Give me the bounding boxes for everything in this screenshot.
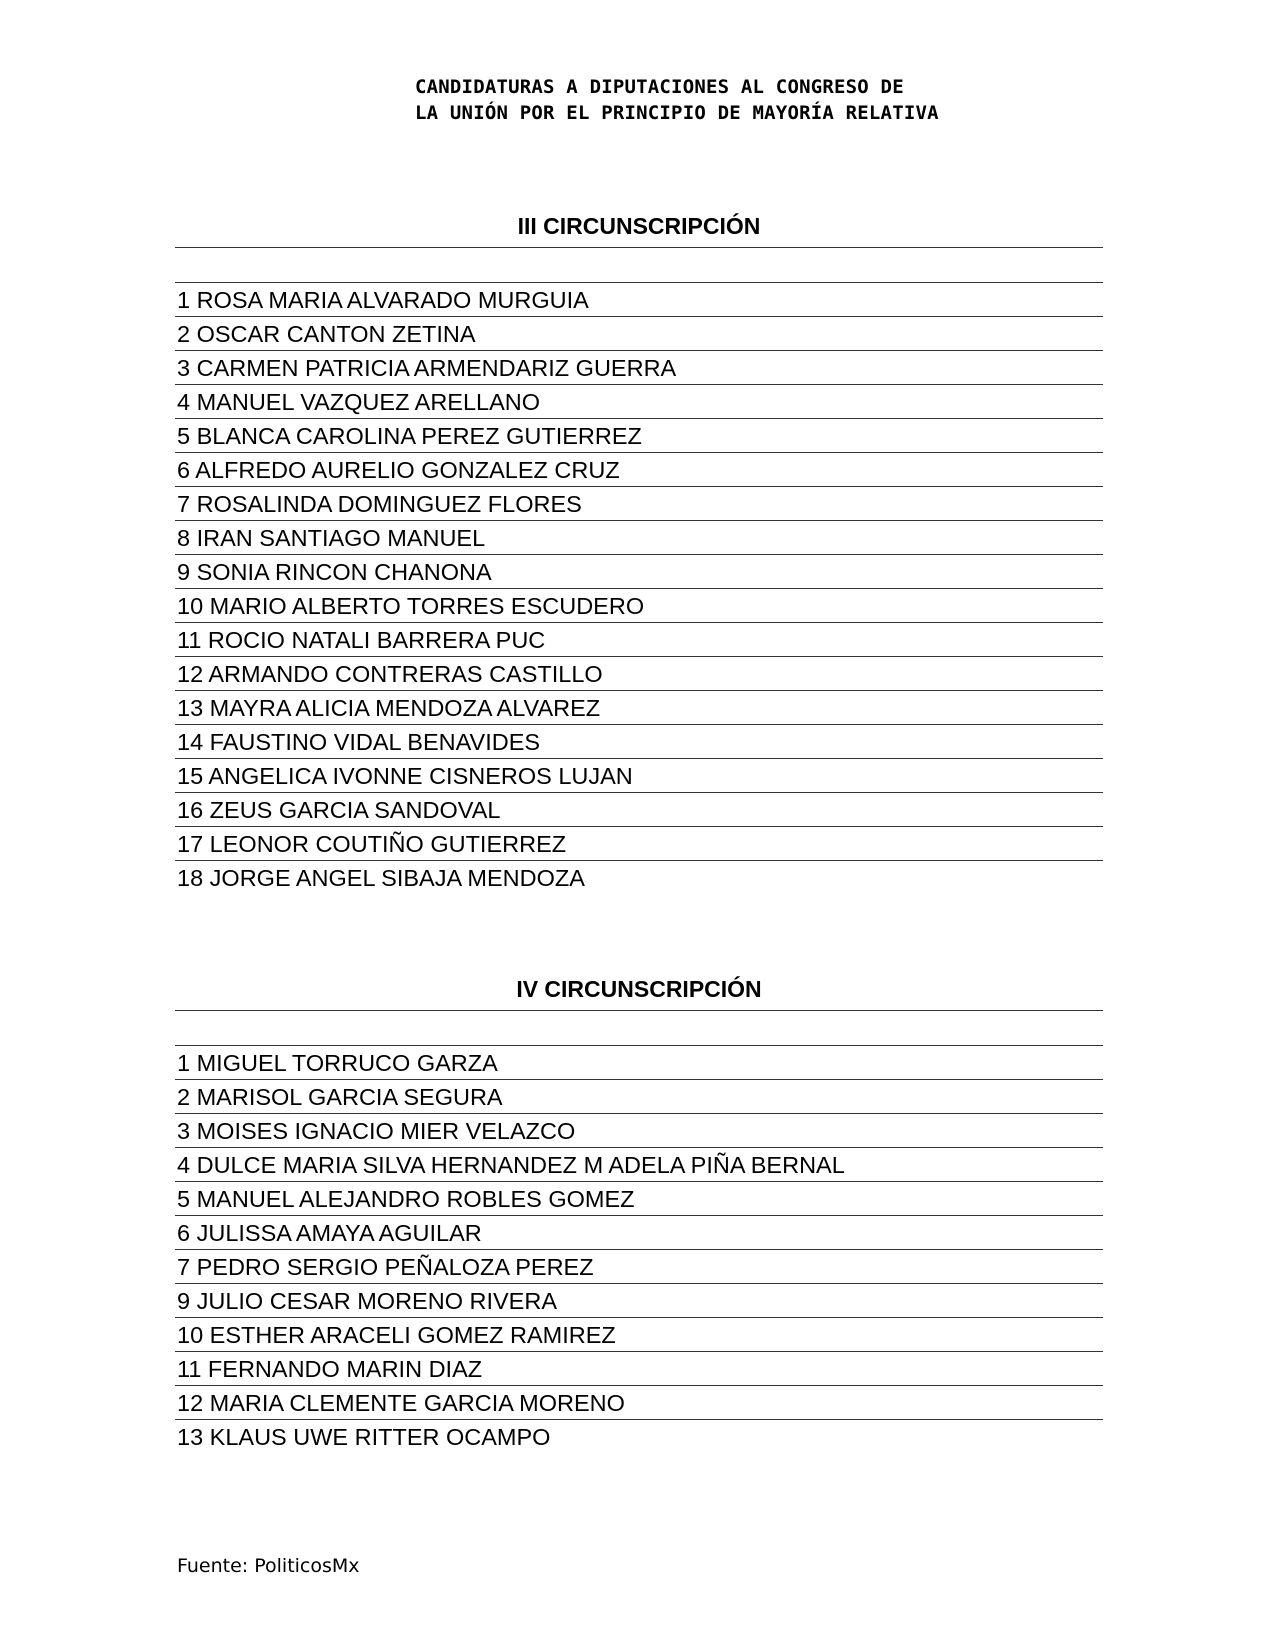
list-item: 15 ANGELICA IVONNE CISNEROS LUJAN: [175, 759, 1103, 793]
list-item: 1 ROSA MARIA ALVARADO MURGUIA: [175, 283, 1103, 317]
list-item: 9 JULIO CESAR MORENO RIVERA: [175, 1284, 1103, 1318]
document-title: [415, 74, 939, 126]
candidate-list: [175, 1046, 1103, 1453]
list-item: 4 MANUEL VAZQUEZ ARELLANO: [175, 385, 1103, 419]
list-item: 11 FERNANDO MARIN DIAZ: [175, 1352, 1103, 1386]
document-title-line-1: CANDIDATURAS A DIPUTACIONES AL CONGRESO DE: [415, 76, 904, 98]
list-item: 14 FAUSTINO VIDAL BENAVIDES: [175, 725, 1103, 759]
list-item: 3 MOISES IGNACIO MIER VELAZCO: [175, 1114, 1103, 1148]
list-item: 7 PEDRO SERGIO PEÑALOZA PEREZ: [175, 1250, 1103, 1284]
table-header-row: [175, 1011, 1103, 1046]
list-item: 2 MARISOL GARCIA SEGURA: [175, 1080, 1103, 1114]
section-heading: IV CIRCUNSCRIPCIÓN: [175, 968, 1103, 1011]
table-header-row: [175, 248, 1103, 283]
list-item: 4 DULCE MARIA SILVA HERNANDEZ M ADELA PIÑA BERNAL: [175, 1148, 1103, 1182]
list-item: 9 SONIA RINCON CHANONA: [175, 555, 1103, 589]
list-item: 6 ALFREDO AURELIO GONZALEZ CRUZ: [175, 453, 1103, 487]
list-item: 12 ARMANDO CONTRERAS CASTILLO: [175, 657, 1103, 691]
list-item: 12 MARIA CLEMENTE GARCIA MORENO: [175, 1386, 1103, 1420]
list-item: 10 MARIO ALBERTO TORRES ESCUDERO: [175, 589, 1103, 623]
section-iv-circunscripcion: [175, 968, 1103, 1453]
list-item: 13 MAYRA ALICIA MENDOZA ALVAREZ: [175, 691, 1103, 725]
document-title-line-2: LA UNIÓN POR EL PRINCIPIO DE MAYORÍA RELATIVA: [415, 102, 939, 124]
list-item: 5 MANUEL ALEJANDRO ROBLES GOMEZ: [175, 1182, 1103, 1216]
list-item: 3 CARMEN PATRICIA ARMENDARIZ GUERRA: [175, 351, 1103, 385]
list-item: 2 OSCAR CANTON ZETINA: [175, 317, 1103, 351]
list-item: 7 ROSALINDA DOMINGUEZ FLORES: [175, 487, 1103, 521]
list-item: 16 ZEUS GARCIA SANDOVAL: [175, 793, 1103, 827]
list-item: 13 KLAUS UWE RITTER OCAMPO: [177, 1424, 551, 1450]
list-item: 8 IRAN SANTIAGO MANUEL: [175, 521, 1103, 555]
section-heading: III CIRCUNSCRIPCIÓN: [175, 205, 1103, 248]
candidate-list: [175, 283, 1103, 894]
list-item: 6 JULISSA AMAYA AGUILAR: [175, 1216, 1103, 1250]
list-item: 11 ROCIO NATALI BARRERA PUC: [175, 623, 1103, 657]
source-note: Fuente: PoliticosMx: [177, 1555, 360, 1577]
list-item: 18 JORGE ANGEL SIBAJA MENDOZA: [177, 865, 585, 891]
list-item: 17 LEONOR COUTIÑO GUTIERREZ: [175, 827, 1103, 861]
list-item: 1 MIGUEL TORRUCO GARZA: [175, 1046, 1103, 1080]
list-item: 5 BLANCA CAROLINA PEREZ GUTIERREZ: [175, 419, 1103, 453]
list-item: 10 ESTHER ARACELI GOMEZ RAMIREZ: [175, 1318, 1103, 1352]
section-iii-circunscripcion: [175, 205, 1103, 894]
